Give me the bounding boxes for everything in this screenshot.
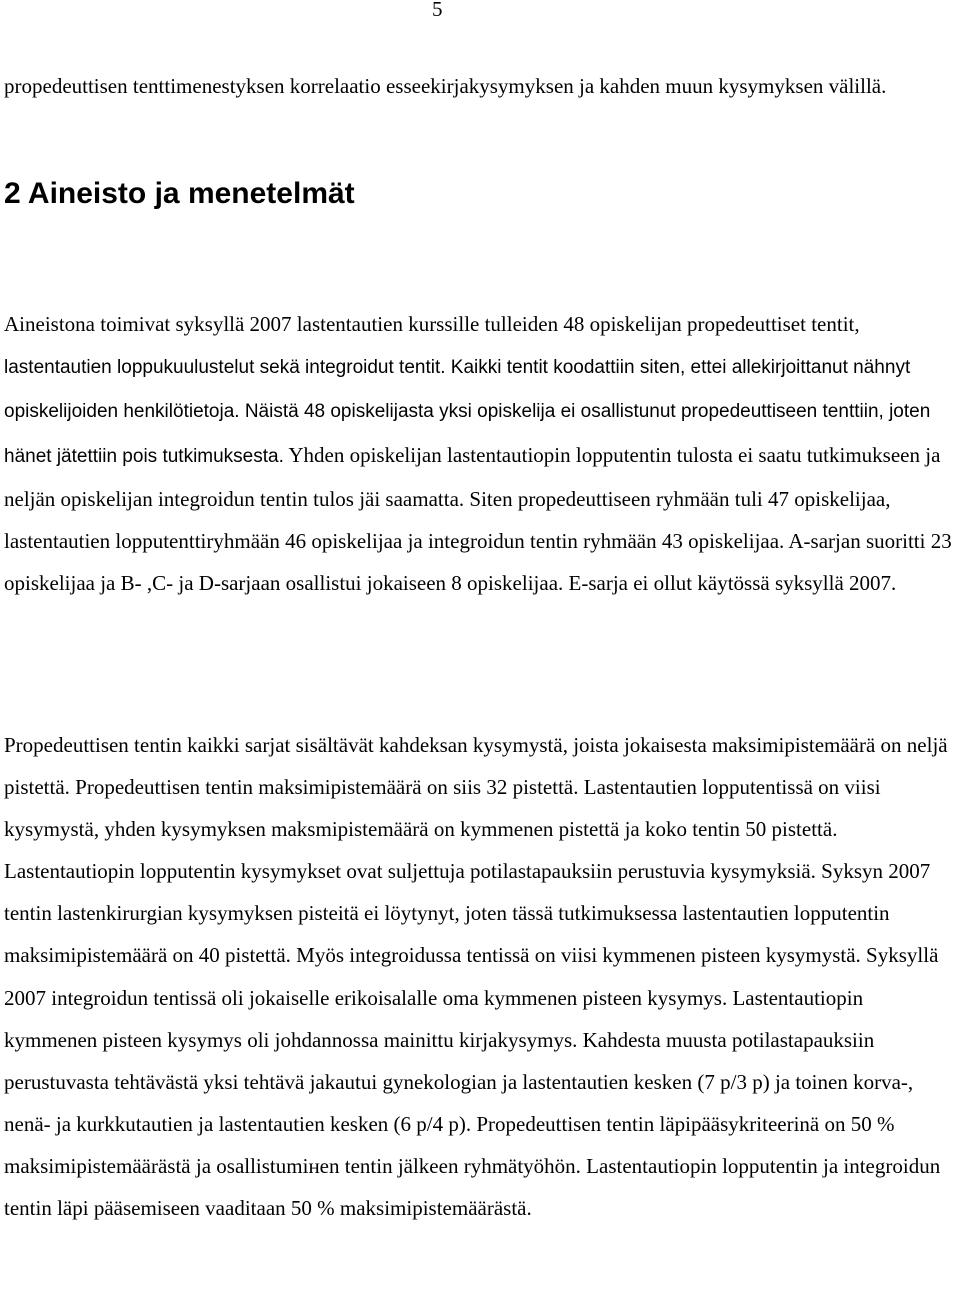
- materials-sentence-2: lastentautien loppukuulustelut sekä integroidut tentit. Kaikki tentit koodattiin siten, ettei allekirjoittanut nähnyt opiskelijoiden henkilötietoja. Näistä 48 opiskelijasta yksi opiskelija ei osallistunut propedeuttiseen tenttiin, joten hänet jätettiin pois tutkimuksesta.: [4, 357, 931, 467]
- materials-paragraph: [4, 303, 960, 604]
- page-number: 5: [432, 0, 443, 21]
- materials-sentence-1: Aineistona toimivat syksyllä 2007 lastentautien kurssille tulleiden 48 opiskelijan propedeuttiset tentit,: [4, 312, 860, 336]
- exam-structure-paragraph: Propedeuttisen tentin kaikki sarjat sisältävät kahdeksan kysymystä, joista jokaisesta maksimipistemäärä on neljä pistettä. Propedeuttisen tentin maksimipistemäärä on siis 32 pistettä. Lastentautien lopputentissä on viisi kysymystä, yhden kysymyksen maksmipistemäärä on kymmenen pistettä ja koko tentin 50 pistettä. Lastentautiopin lopputentin kysymykset ovat suljettuja potilastapauksiin perustuvia kysymyksiä. Syksyn 2007 tentin lastenkirurgian kysymyksen pisteitä ei löytynyt, joten tässä tutkimuksessa lastentautien lopputentin maksimipistemäärä on 40 pistettä. Myös integroidussa tentissä on viisi kymmenen pisteen kysymystä. Syksyllä 2007 integroidun tentissä oli jokaiselle erikoisalalle oma kymmenen pisteen kysymys. Lastentautiopin kymmenen pisteen kysymys oli johdannossa mainittu kirjakysymys. Kahdesta muusta potilastapauksiin perustuvasta tehtävästä yksi tehtävä jakautui gynekologian ja lastentautien kesken (7 p/3 p) ja toinen korva-, nenä- ja kurkkutautien ja lastentautien kesken (6 p/4 p). Propedeuttisen tentin läpipääsykriteerinä on 50 % maksimipistemäärästä ja osallistumінen tentin jälkeen ryhmätyöhön. Lastentautiopin lopputentin ja integroidun tentin läpi pääsemiseen vaaditaan 50 % maksimipistemäärästä.: [4, 733, 948, 1221]
- materials-sentence-3: Yhden opiskelijan lastentautiopin lopputentin tulosta ei saatu tutkimukseen ja neljän opiskelijan integroidun tentin tulos jäi saamatta. Siten propedeuttiseen ryhmään tuli 47 opiskelijaa, lastentautien lopputenttiryhmään 46 opiskelijaa ja integroidun tentin ryhmään 43 opiskelijaa. A-sarjan suoritti 23 opiskelijaa ja B- ,C- ja D-sarjaan osallistui jokaiseen 8 opiskelijaa. E-sarja ei ollut käytössä syksyllä 2007.: [4, 442, 952, 596]
- section-heading: 2 Aineisto ja menetelmät: [4, 177, 355, 210]
- intro-paragraph: propedeuttisen tenttimenestyksen korrelaatio esseekirjakysymyksen ja kahden muun kysymyksen välillä.: [4, 74, 887, 98]
